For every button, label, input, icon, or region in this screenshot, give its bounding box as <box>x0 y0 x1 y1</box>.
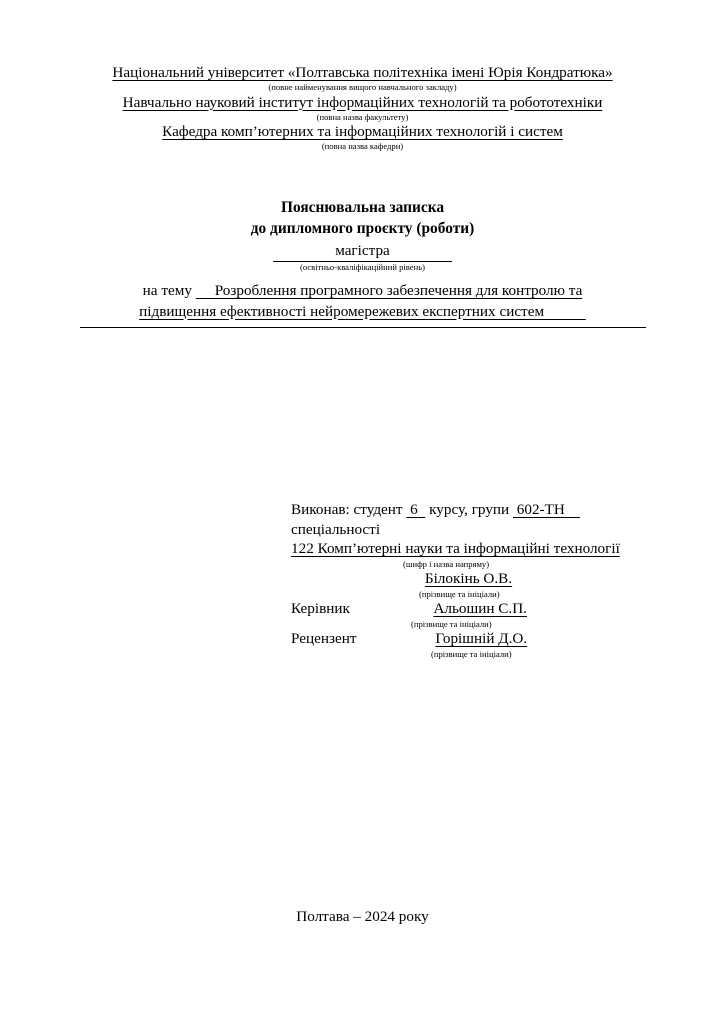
student-name: Білокінь О.В. <box>424 570 513 588</box>
reviewer-caption: (прізвище та ініціали) <box>431 649 512 660</box>
footer-city-year: Полтава – 2024 року <box>296 908 429 925</box>
department-name: Кафедра комп’ютерних та інформаційних технологій і систем <box>162 123 563 141</box>
performer-label: Виконав: студент <box>291 500 403 518</box>
student-name-caption: (прізвище та ініціали) <box>419 589 500 600</box>
speciality-value: 122 Комп’ютерні науки та інформаційні технології <box>291 540 620 558</box>
document-type-line2: до дипломного проєкту (роботи) <box>250 219 475 237</box>
performer-row <box>291 500 691 520</box>
topic-text-line1: Розроблення програмного забезпечення для контролю та <box>214 282 583 300</box>
topic-label: на тему <box>142 282 192 300</box>
course-label: курсу, групи <box>429 500 510 518</box>
supervisor-row <box>291 599 691 619</box>
document-type-line1: Пояснювальна записка <box>280 199 445 217</box>
title-block <box>46 198 679 272</box>
topic-block <box>46 281 679 327</box>
topic-text-line2: підвищення ефективності нейромережевих експертних систем <box>139 302 545 320</box>
supervisor-name: Альошин С.П. <box>433 600 527 618</box>
topic-line-1 <box>46 281 679 301</box>
student-block <box>291 500 691 660</box>
reviewer-label: Рецензент <box>291 630 357 648</box>
speciality-caption: (шифр і назва напряму) <box>403 559 490 570</box>
degree-caption: (освітньо-кваліфікаційний рівень) <box>300 261 425 272</box>
speciality-label: спеціальності <box>291 520 381 538</box>
reviewer-row <box>291 629 691 649</box>
supervisor-caption: (прізвище та ініціали) <box>411 619 492 630</box>
student-name-row <box>291 569 691 589</box>
supervisor-label: Керівник <box>291 600 350 618</box>
department-caption: (повна назва кафедри) <box>321 141 404 152</box>
university-name: Національний університет «Полтавська політехніка імені Юрія Кондратюка» <box>112 64 613 81</box>
course-value: 6 <box>410 500 418 518</box>
topic-blank-rule <box>80 327 646 328</box>
group-value: 602-ТН <box>516 500 565 518</box>
institute-caption: (повна назва факультету) <box>316 111 409 122</box>
header-block <box>46 64 679 152</box>
degree-row <box>46 242 679 262</box>
degree-value: магістра <box>273 242 452 262</box>
institute-name: Навчально науковий інститут інформаційних технологій та робототехніки <box>122 93 603 111</box>
reviewer-name: Горішній Д.О. <box>435 630 528 648</box>
university-caption: (повне найменування вищого навчального закладу) <box>268 81 457 92</box>
